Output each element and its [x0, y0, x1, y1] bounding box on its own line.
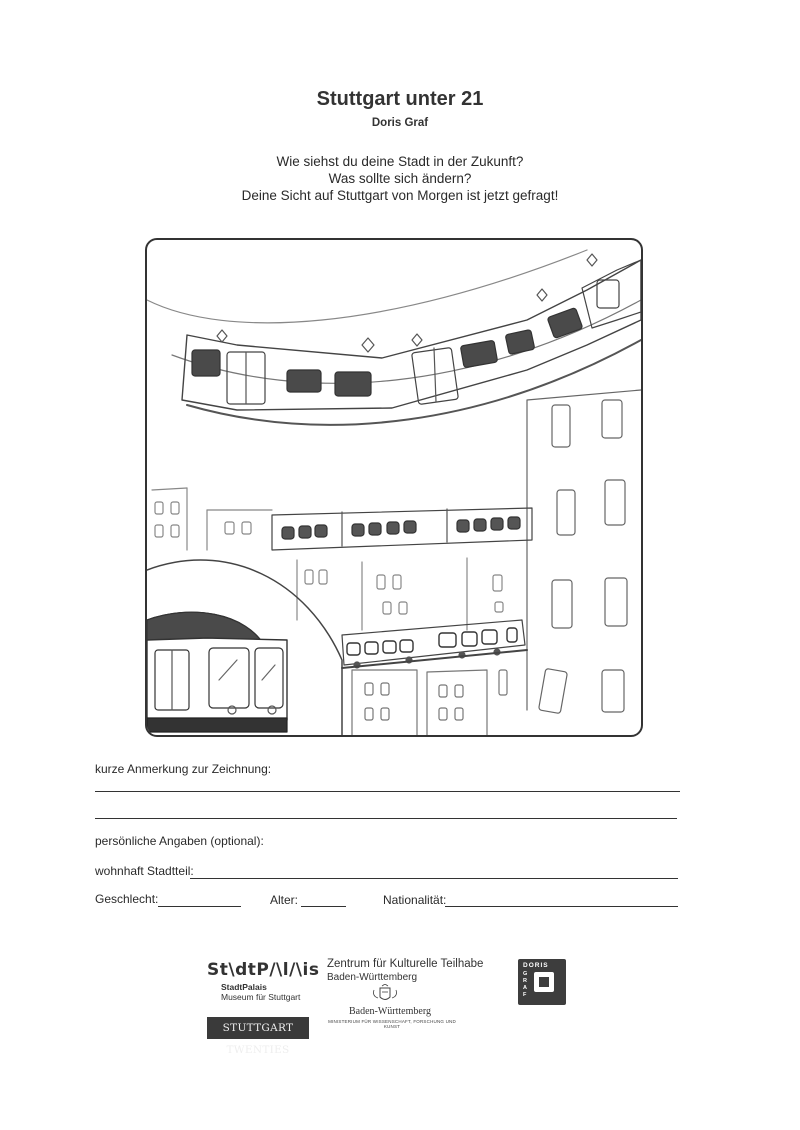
district-label: wohnhaft Stadtteil: — [95, 864, 194, 878]
gender-line[interactable] — [158, 906, 241, 907]
doris-logo-side: G R A F — [523, 971, 528, 998]
bw-crest-icon — [370, 984, 400, 1004]
doris-logo-top: DORIS — [523, 962, 549, 969]
stuttgart-twenties-logo: STUTTGART TWENTIES — [207, 1017, 309, 1039]
personal-info-label: persönliche Angaben (optional): — [95, 834, 264, 848]
note-line-2[interactable] — [95, 818, 677, 819]
zkt-logo — [327, 957, 517, 984]
age-line[interactable] — [301, 906, 346, 907]
question-3: Deine Sicht auf Stuttgart von Morgen ist jetzt gefragt! — [241, 188, 559, 203]
stadtpalais-subtitle: Museum für Stuttgart — [221, 992, 301, 1002]
doris-graf-logo — [518, 959, 566, 1005]
question-2: Was sollte sich ändern? — [328, 171, 472, 186]
doris-inner-square-icon — [539, 977, 549, 987]
zkt-subtitle: Baden-Württemberg — [327, 972, 418, 983]
prompt-questions — [0, 153, 800, 204]
age-label: Alter: — [270, 893, 299, 907]
zkt-title: Zentrum für Kulturelle Teilhabe — [327, 958, 484, 970]
note-line-1[interactable] — [95, 791, 680, 792]
stadtpalais-wordmark: St\dtP/\l/\is — [207, 960, 320, 980]
bw-name: Baden-Württemberg — [348, 1006, 431, 1017]
district-line[interactable] — [190, 878, 678, 879]
gender-label: Geschlecht: — [95, 892, 159, 906]
nationality-label: Nationalität: — [383, 893, 447, 907]
page-title: Stuttgart unter 21 — [316, 88, 484, 110]
stadtpalais-logo — [207, 960, 320, 1002]
drawing-frame — [145, 238, 643, 737]
note-label: kurze Anmerkung zur Zeichnung: — [95, 762, 272, 776]
bw-ministry: MINISTERIUM FÜR WISSENSCHAFT, FORSCHUNG UND KUNST — [328, 1019, 456, 1029]
stadtpalais-name: StadtPalais — [221, 982, 267, 992]
pencil-drawing — [147, 240, 641, 735]
nationality-line[interactable] — [445, 906, 678, 907]
question-1: Wie siehst du deine Stadt in der Zukunft? — [276, 154, 524, 169]
author-name: Doris Graf — [371, 117, 429, 129]
